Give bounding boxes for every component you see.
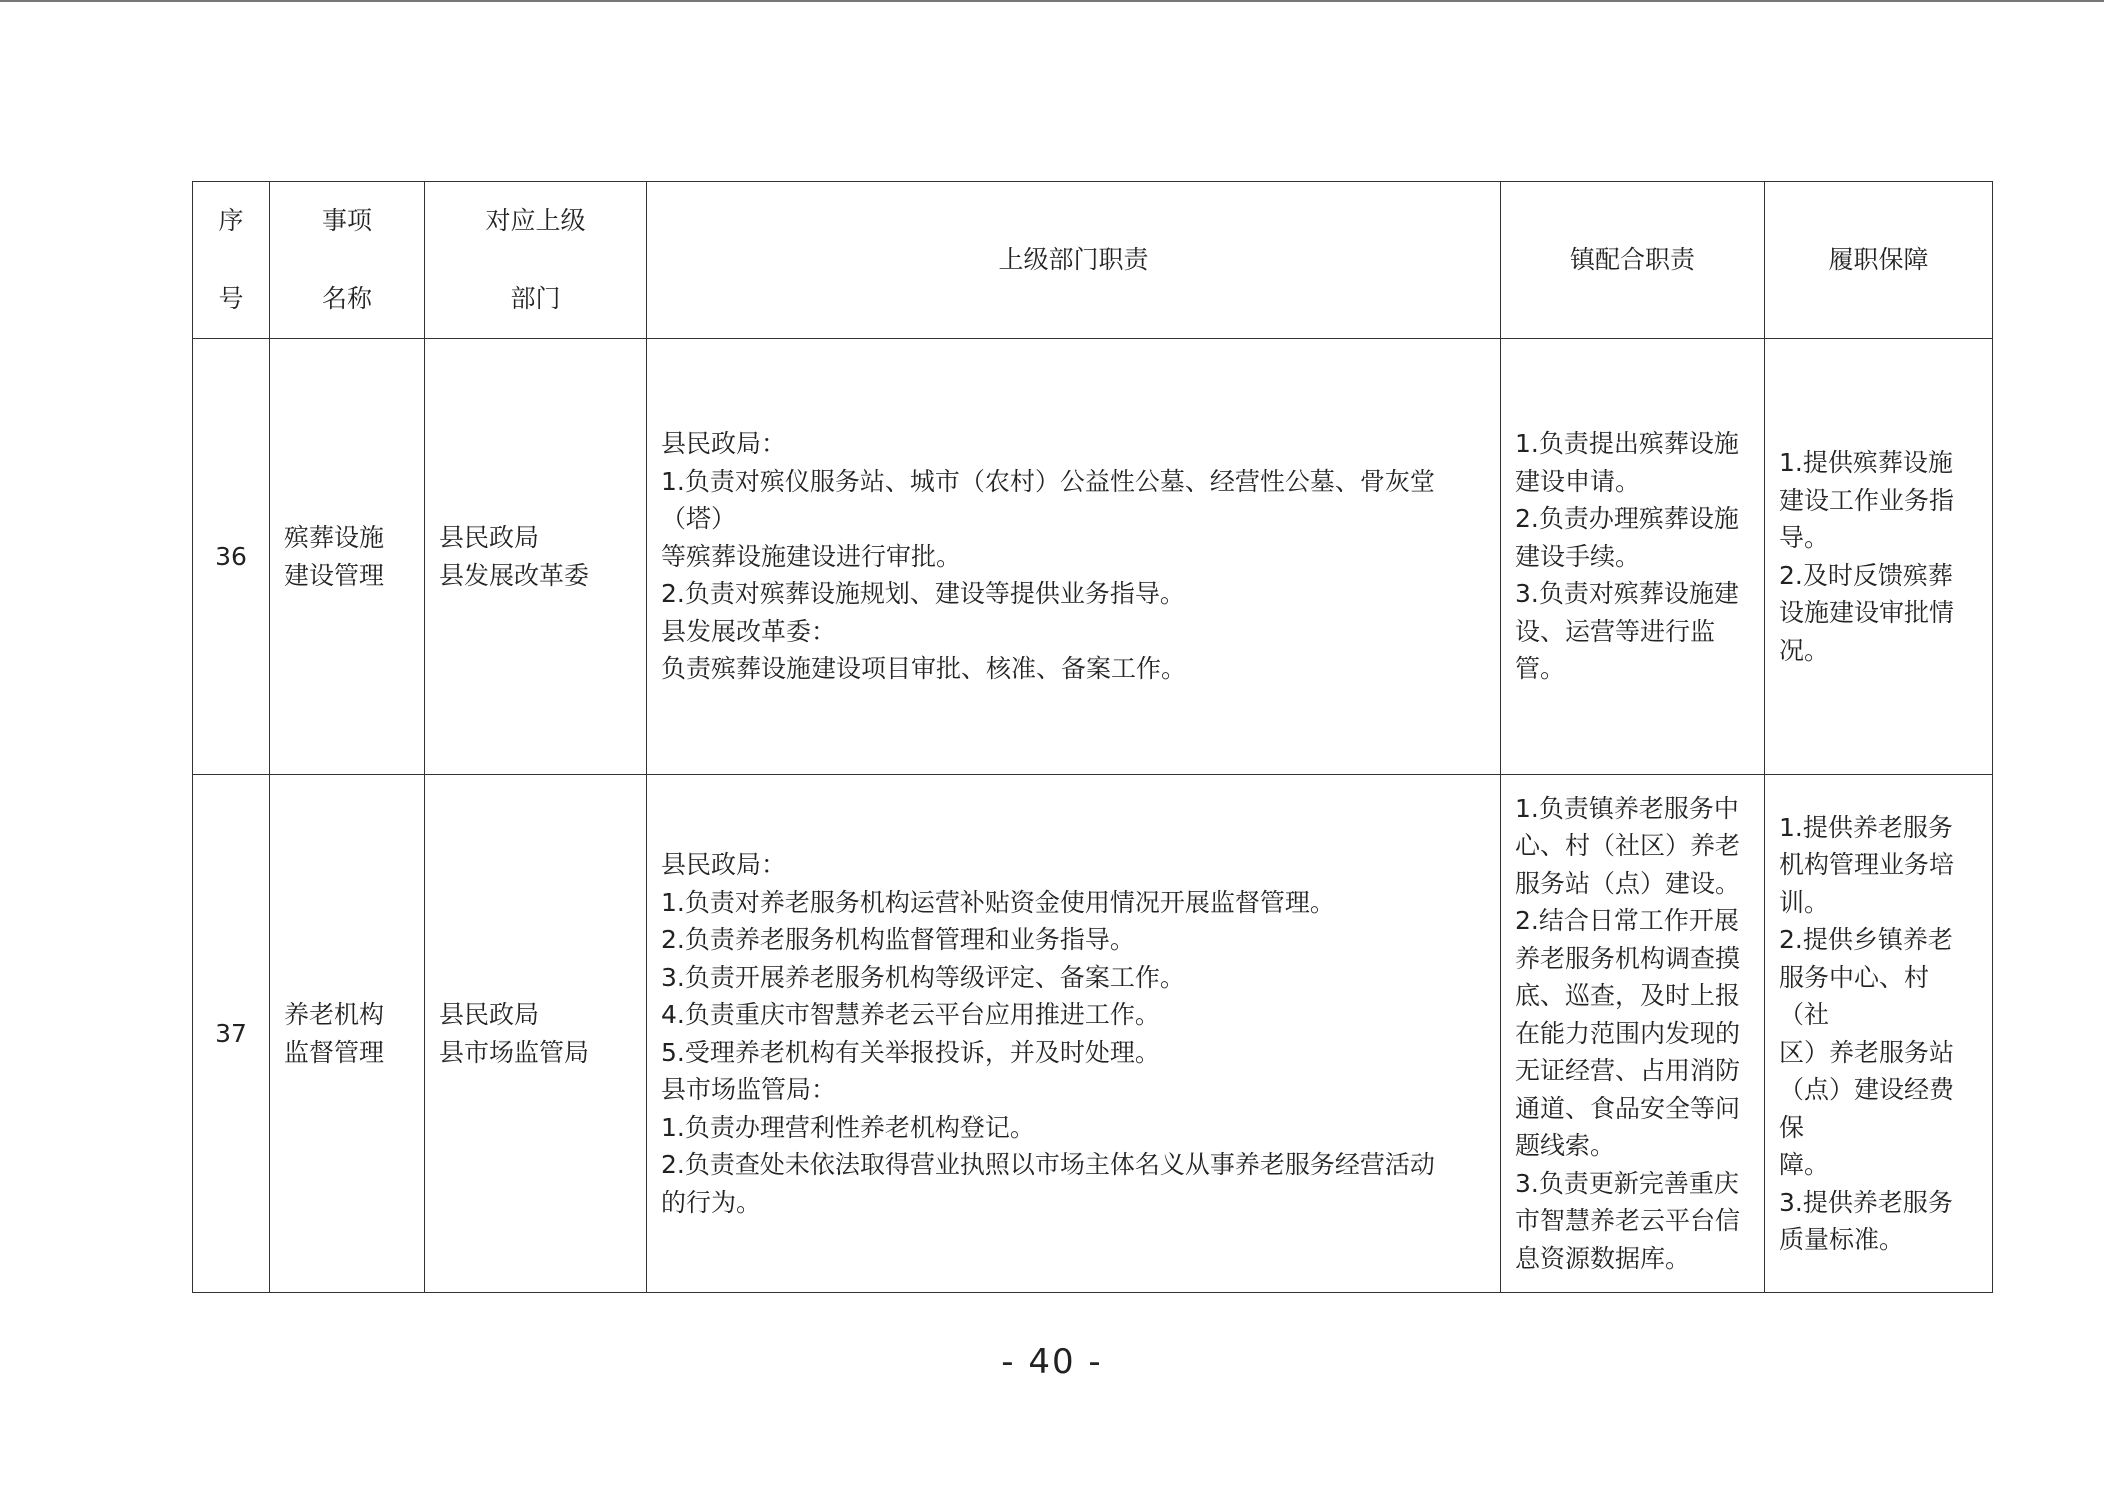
- cell-duty: [647, 775, 1501, 1293]
- guarantee-line: 障。: [1779, 1150, 1830, 1179]
- duty-line: 5.受理养老机构有关举报投诉，并及时处理。: [661, 1037, 1160, 1067]
- duty-line: 2.负责查处未依法取得营业执照以市场主体名义从事养老服务经营活动: [661, 1150, 1435, 1179]
- header-text: 履职保障: [1828, 245, 1929, 274]
- dept-line: 县民政局: [439, 523, 540, 552]
- guarantee-line: 况。: [1779, 635, 1830, 665]
- cell-guarantee: [1765, 339, 1993, 775]
- table-row: [193, 339, 1993, 775]
- item-line: 殡葬设施: [284, 523, 385, 552]
- duty-line: 的行为。: [661, 1187, 762, 1217]
- header-town: [1501, 182, 1765, 339]
- cell-duty: [647, 339, 1501, 775]
- guarantee-line: 区）养老服务站: [1779, 1037, 1955, 1067]
- header-seq: [193, 182, 270, 339]
- duty-line: 县市场监管局：: [661, 1075, 837, 1104]
- guarantee-line: 2.及时反馈殡葬: [1779, 560, 1953, 590]
- page-number: - 40 -: [1001, 1342, 1103, 1382]
- duty-line: 县民政局：: [661, 850, 787, 879]
- header-duty: [647, 182, 1501, 339]
- guarantee-line: 质量标准。: [1779, 1225, 1905, 1254]
- town-line: 息资源数据库。: [1515, 1243, 1691, 1273]
- item-line: 监督管理: [284, 1037, 385, 1067]
- header-text: 对应上级: [485, 206, 586, 235]
- duty-line: 负责殡葬设施建设项目审批、核准、备案工作。: [661, 654, 1187, 684]
- town-line: 通道、食品安全等问: [1515, 1093, 1741, 1123]
- duty-line: 4.负责重庆市智慧养老云平台应用推进工作。: [661, 1000, 1160, 1029]
- duty-line: 县发展改革委：: [661, 616, 837, 646]
- town-line: 3.负责更新完善重庆: [1515, 1168, 1739, 1198]
- duty-line: 等殡葬设施建设进行审批。: [661, 541, 962, 571]
- town-line: 心、村（社区）养老: [1515, 831, 1741, 861]
- town-line: 3.负责对殡葬设施建: [1515, 579, 1739, 609]
- duty-line: 1.负责对养老服务机构运营补贴资金使用情况开展监督管理。: [661, 887, 1335, 917]
- header-text: 部门: [510, 284, 561, 313]
- cell-dept: [425, 775, 647, 1293]
- duty-line: 2.负责养老服务机构监督管理和业务指导。: [661, 925, 1135, 954]
- town-line: 2.结合日常工作开展: [1515, 906, 1739, 936]
- duty-line: 2.负责对殡葬设施规划、建设等提供业务指导。: [661, 579, 1185, 609]
- dept-line: 县市场监管局: [439, 1037, 590, 1067]
- guarantee-line: （点）建设经费保: [1779, 1075, 1955, 1142]
- header-text: 镇配合职责: [1569, 245, 1695, 274]
- guarantee-line: 导。: [1779, 523, 1830, 552]
- guarantee-line: 1.提供殡葬设施: [1779, 448, 1953, 477]
- cell-town: [1501, 775, 1765, 1293]
- header-row: [193, 182, 1993, 339]
- duty-line: 县民政局：: [661, 429, 787, 459]
- guarantee-line: 2.提供乡镇养老: [1779, 925, 1953, 954]
- cell-seq: [193, 339, 270, 775]
- item-line: 养老机构: [284, 1000, 385, 1029]
- seq-number: 36: [215, 541, 247, 571]
- header-text: 序: [218, 206, 244, 235]
- town-line: 设、运营等进行监管。: [1515, 616, 1716, 684]
- seq-number: 37: [215, 1018, 247, 1048]
- town-line: 底、巡查，及时上报: [1515, 981, 1741, 1011]
- table-row: [193, 775, 1993, 1293]
- town-line: 市智慧养老云平台信: [1515, 1206, 1741, 1236]
- guarantee-line: 建设工作业务指: [1779, 485, 1955, 515]
- guarantee-line: 3.提供养老服务: [1779, 1187, 1953, 1217]
- header-guarantee: [1765, 182, 1993, 339]
- duty-line: 3.负责开展养老服务机构等级评定、备案工作。: [661, 962, 1185, 992]
- town-line: 2.负责办理殡葬设施: [1515, 504, 1739, 534]
- cell-dept: [425, 339, 647, 775]
- town-line: 无证经营、占用消防: [1515, 1056, 1741, 1086]
- guarantee-line: 服务中心、村（社: [1779, 962, 1930, 1029]
- town-line: 题线索。: [1515, 1131, 1616, 1161]
- cell-item: [270, 339, 425, 775]
- header-dept: [425, 182, 647, 339]
- guarantee-line: 1.提供养老服务: [1779, 812, 1953, 842]
- header-text: 号: [218, 284, 244, 313]
- item-line: 建设管理: [284, 560, 385, 590]
- top-border-line: [0, 0, 2104, 2]
- cell-town: [1501, 339, 1765, 775]
- town-line: 1.负责提出殡葬设施: [1515, 429, 1739, 459]
- town-line: 在能力范围内发现的: [1515, 1018, 1741, 1048]
- guarantee-line: 训。: [1779, 887, 1830, 917]
- cell-item: [270, 775, 425, 1293]
- town-line: 服务站（点）建设。: [1515, 868, 1741, 898]
- town-line: 建设手续。: [1515, 541, 1641, 571]
- dept-line: 县民政局: [439, 1000, 540, 1029]
- cell-guarantee: [1765, 775, 1993, 1293]
- header-text: 名称: [321, 284, 372, 313]
- guarantee-line: 设施建设审批情: [1779, 598, 1955, 627]
- header-item: [270, 182, 425, 339]
- town-line: 养老服务机构调查摸: [1515, 943, 1741, 973]
- header-text: 事项: [321, 206, 372, 235]
- duty-line: 1.负责对殡仪服务站、城市（农村）公益性公墓、经营性公墓、骨灰堂（塔）: [661, 466, 1435, 534]
- duty-table: [192, 181, 1993, 1293]
- town-line: 1.负责镇养老服务中: [1515, 793, 1739, 823]
- town-line: 建设申请。: [1515, 466, 1641, 496]
- cell-seq: [193, 775, 270, 1293]
- duty-line: 1.负责办理营利性养老机构登记。: [661, 1112, 1035, 1142]
- header-text: 上级部门职责: [998, 245, 1149, 274]
- dept-line: 县发展改革委: [439, 560, 590, 590]
- guarantee-line: 机构管理业务培: [1779, 850, 1955, 879]
